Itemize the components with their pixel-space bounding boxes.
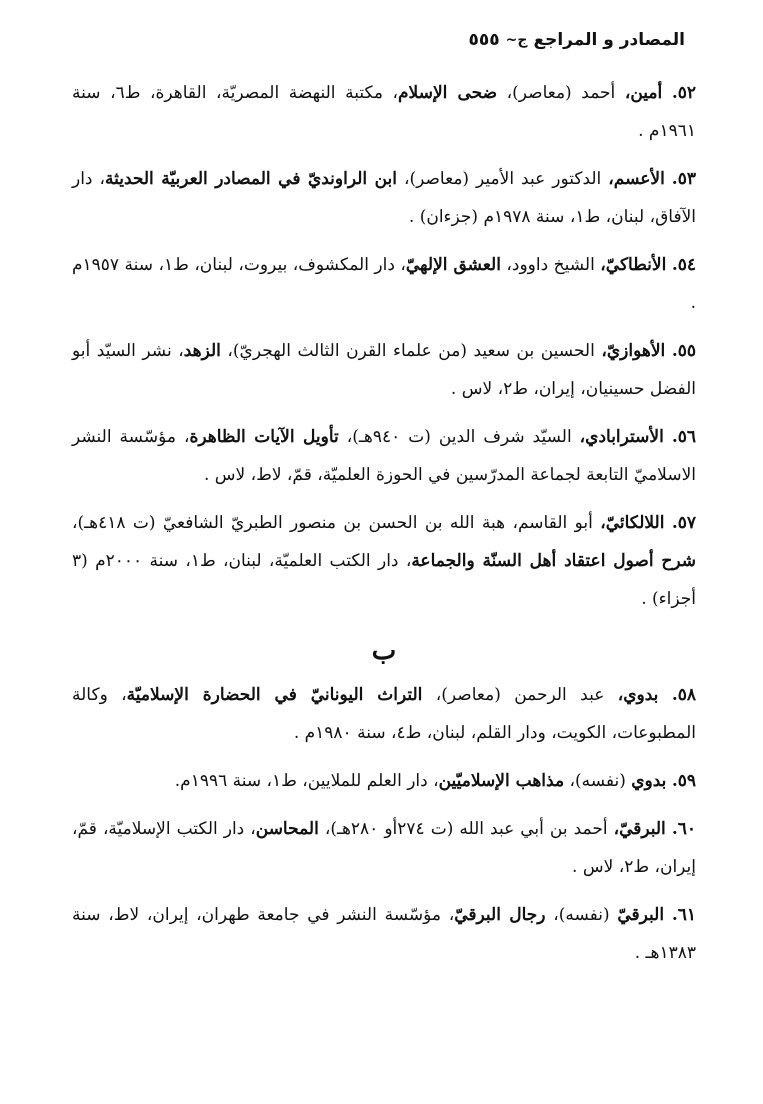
entry-title: ابن الراونديّ في المصادر العربيّة الحديثة bbox=[104, 169, 398, 189]
entry-publication: ، مؤسّسة النشر الاسلاميّ التابعة لجماعة المدرّسين في الحوزة العلميّة، قمّ، لاط، لاس . bbox=[72, 427, 696, 485]
entry-author: الأهوازيّ، bbox=[601, 341, 666, 361]
entry-number: ٥٣. bbox=[671, 169, 696, 189]
entry-number: ٥٨. bbox=[671, 685, 696, 705]
entry-publication: ، دار المكشوف، بيروت، لبنان، ط١، سنة ١٩٥٧م . bbox=[72, 255, 696, 313]
header-title: المصادر و المراجع bbox=[533, 30, 685, 50]
bibliography-entry bbox=[72, 246, 696, 322]
entry-publication: ، نشر السيّد أبو الفضل حسينيان، إيران، ط٢، لاس . bbox=[72, 341, 696, 399]
entry-details: أحمد (معاصر)، bbox=[497, 83, 625, 103]
entry-details: السيّد شرف الدين (ت ٩٤٠هـ)، bbox=[338, 427, 580, 447]
bibliography-entry bbox=[72, 74, 696, 150]
entry-details: أحمد بن أبي عبد الله (ت ٢٧٤أو ٢٨٠هـ)، bbox=[318, 819, 614, 839]
bibliography-entry bbox=[72, 160, 696, 236]
entry-details: الدكتور عبد الأمير (معاصر)، bbox=[397, 169, 609, 189]
entry-publication: ، دار العلم للملايين، ط١، سنة ١٩٩٦م. bbox=[174, 771, 439, 791]
entry-title: تأويل الآيات الظاهرة bbox=[189, 427, 339, 447]
entry-author: أمين، bbox=[624, 83, 663, 103]
entry-author: الأنطاكيّ، bbox=[600, 255, 667, 275]
bibliography-entry bbox=[72, 810, 696, 886]
entry-publication: ، دار الكتب العلميّة، لبنان، ط١، سنة ٢٠٠٠م (٣ أجزاء) . bbox=[72, 551, 696, 609]
entry-details: (نفسه)، bbox=[564, 771, 632, 791]
bibliography-entry bbox=[72, 676, 696, 752]
bibliography-entry bbox=[72, 504, 696, 618]
entry-publication: ، مؤسّسة النشر في جامعة طهران، إيران، لاط، سنة ١٣٨٣هـ . bbox=[72, 905, 696, 963]
entry-number: ٦١. bbox=[671, 905, 697, 925]
bibliography-entry bbox=[72, 762, 696, 800]
entry-author: اللالكائيّ، bbox=[600, 513, 665, 533]
entry-title: شرح أصول اعتقاد أهل السنّة والجماعة bbox=[411, 551, 696, 571]
entry-author: الأسترابادي، bbox=[579, 427, 664, 447]
entry-details: أبو القاسم، هبة الله بن الحسن بن منصور الطبريّ الشافعيّ (ت ٤١٨هـ)، bbox=[72, 513, 601, 533]
running-header bbox=[72, 30, 685, 50]
entry-author: البرقيّ bbox=[617, 905, 665, 925]
entry-author: بدوي bbox=[631, 771, 667, 791]
entry-title: العشق الإلهيّ bbox=[405, 255, 501, 275]
entry-title: رجال البرقيّ bbox=[454, 905, 546, 925]
header-ornament: ج~ bbox=[505, 32, 528, 48]
entry-publication: ، دار الكتب الإسلاميّة، قمّ، إيران، ط٢، لاس . bbox=[72, 819, 696, 877]
entry-title: المحاسن bbox=[255, 819, 319, 839]
entry-details: الشيخ داوود، bbox=[500, 255, 601, 275]
entry-number: ٥٤. bbox=[671, 255, 696, 275]
entry-title: التراث اليونانيّ في الحضارة الإسلاميّة bbox=[126, 685, 423, 705]
section-letter-heading: ب bbox=[371, 636, 397, 666]
entry-details: عبد الرحمن (معاصر)، bbox=[422, 685, 618, 705]
entry-author: بدوي، bbox=[617, 685, 659, 705]
entry-publication: ، دار الآفاق، لبنان، ط١، سنة ١٩٧٨م (جزءان) . bbox=[72, 169, 696, 227]
entry-details: (نفسه)، bbox=[545, 905, 618, 925]
entry-number: ٦٠. bbox=[671, 819, 696, 839]
entry-title: مذاهب الإسلاميّين bbox=[438, 771, 565, 791]
entry-author: البرقيّ، bbox=[613, 819, 666, 839]
entry-title: الزهد bbox=[183, 341, 221, 361]
entry-number: ٥٥. bbox=[671, 341, 696, 361]
bibliography-entry bbox=[72, 332, 696, 408]
bibliography bbox=[72, 74, 696, 982]
entry-number: ٥٢. bbox=[671, 83, 697, 103]
entry-author: الأعسم، bbox=[608, 169, 665, 189]
page-number: ٥٥٥ bbox=[468, 30, 500, 50]
bibliography-entry bbox=[72, 896, 696, 972]
entry-details: الحسين بن سعيد (من علماء القرن الثالث الهجريّ)، bbox=[220, 341, 602, 361]
entry-number: ٥٦. bbox=[671, 427, 696, 447]
bibliography-entry bbox=[72, 418, 696, 494]
entry-number: ٥٧. bbox=[671, 513, 696, 533]
entry-title: ضحى الإسلام bbox=[398, 83, 498, 103]
entry-number: ٥٩. bbox=[671, 771, 696, 791]
entry-publication: ، مكتبة النهضة المصريّة، القاهرة، ط٦، سنة ١٩٦١م . bbox=[72, 83, 696, 141]
entry-publication: ، وكالة المطبوعات، الكويت، ودار القلم، لبنان، ط٤، سنة ١٩٨٠م . bbox=[72, 685, 696, 743]
